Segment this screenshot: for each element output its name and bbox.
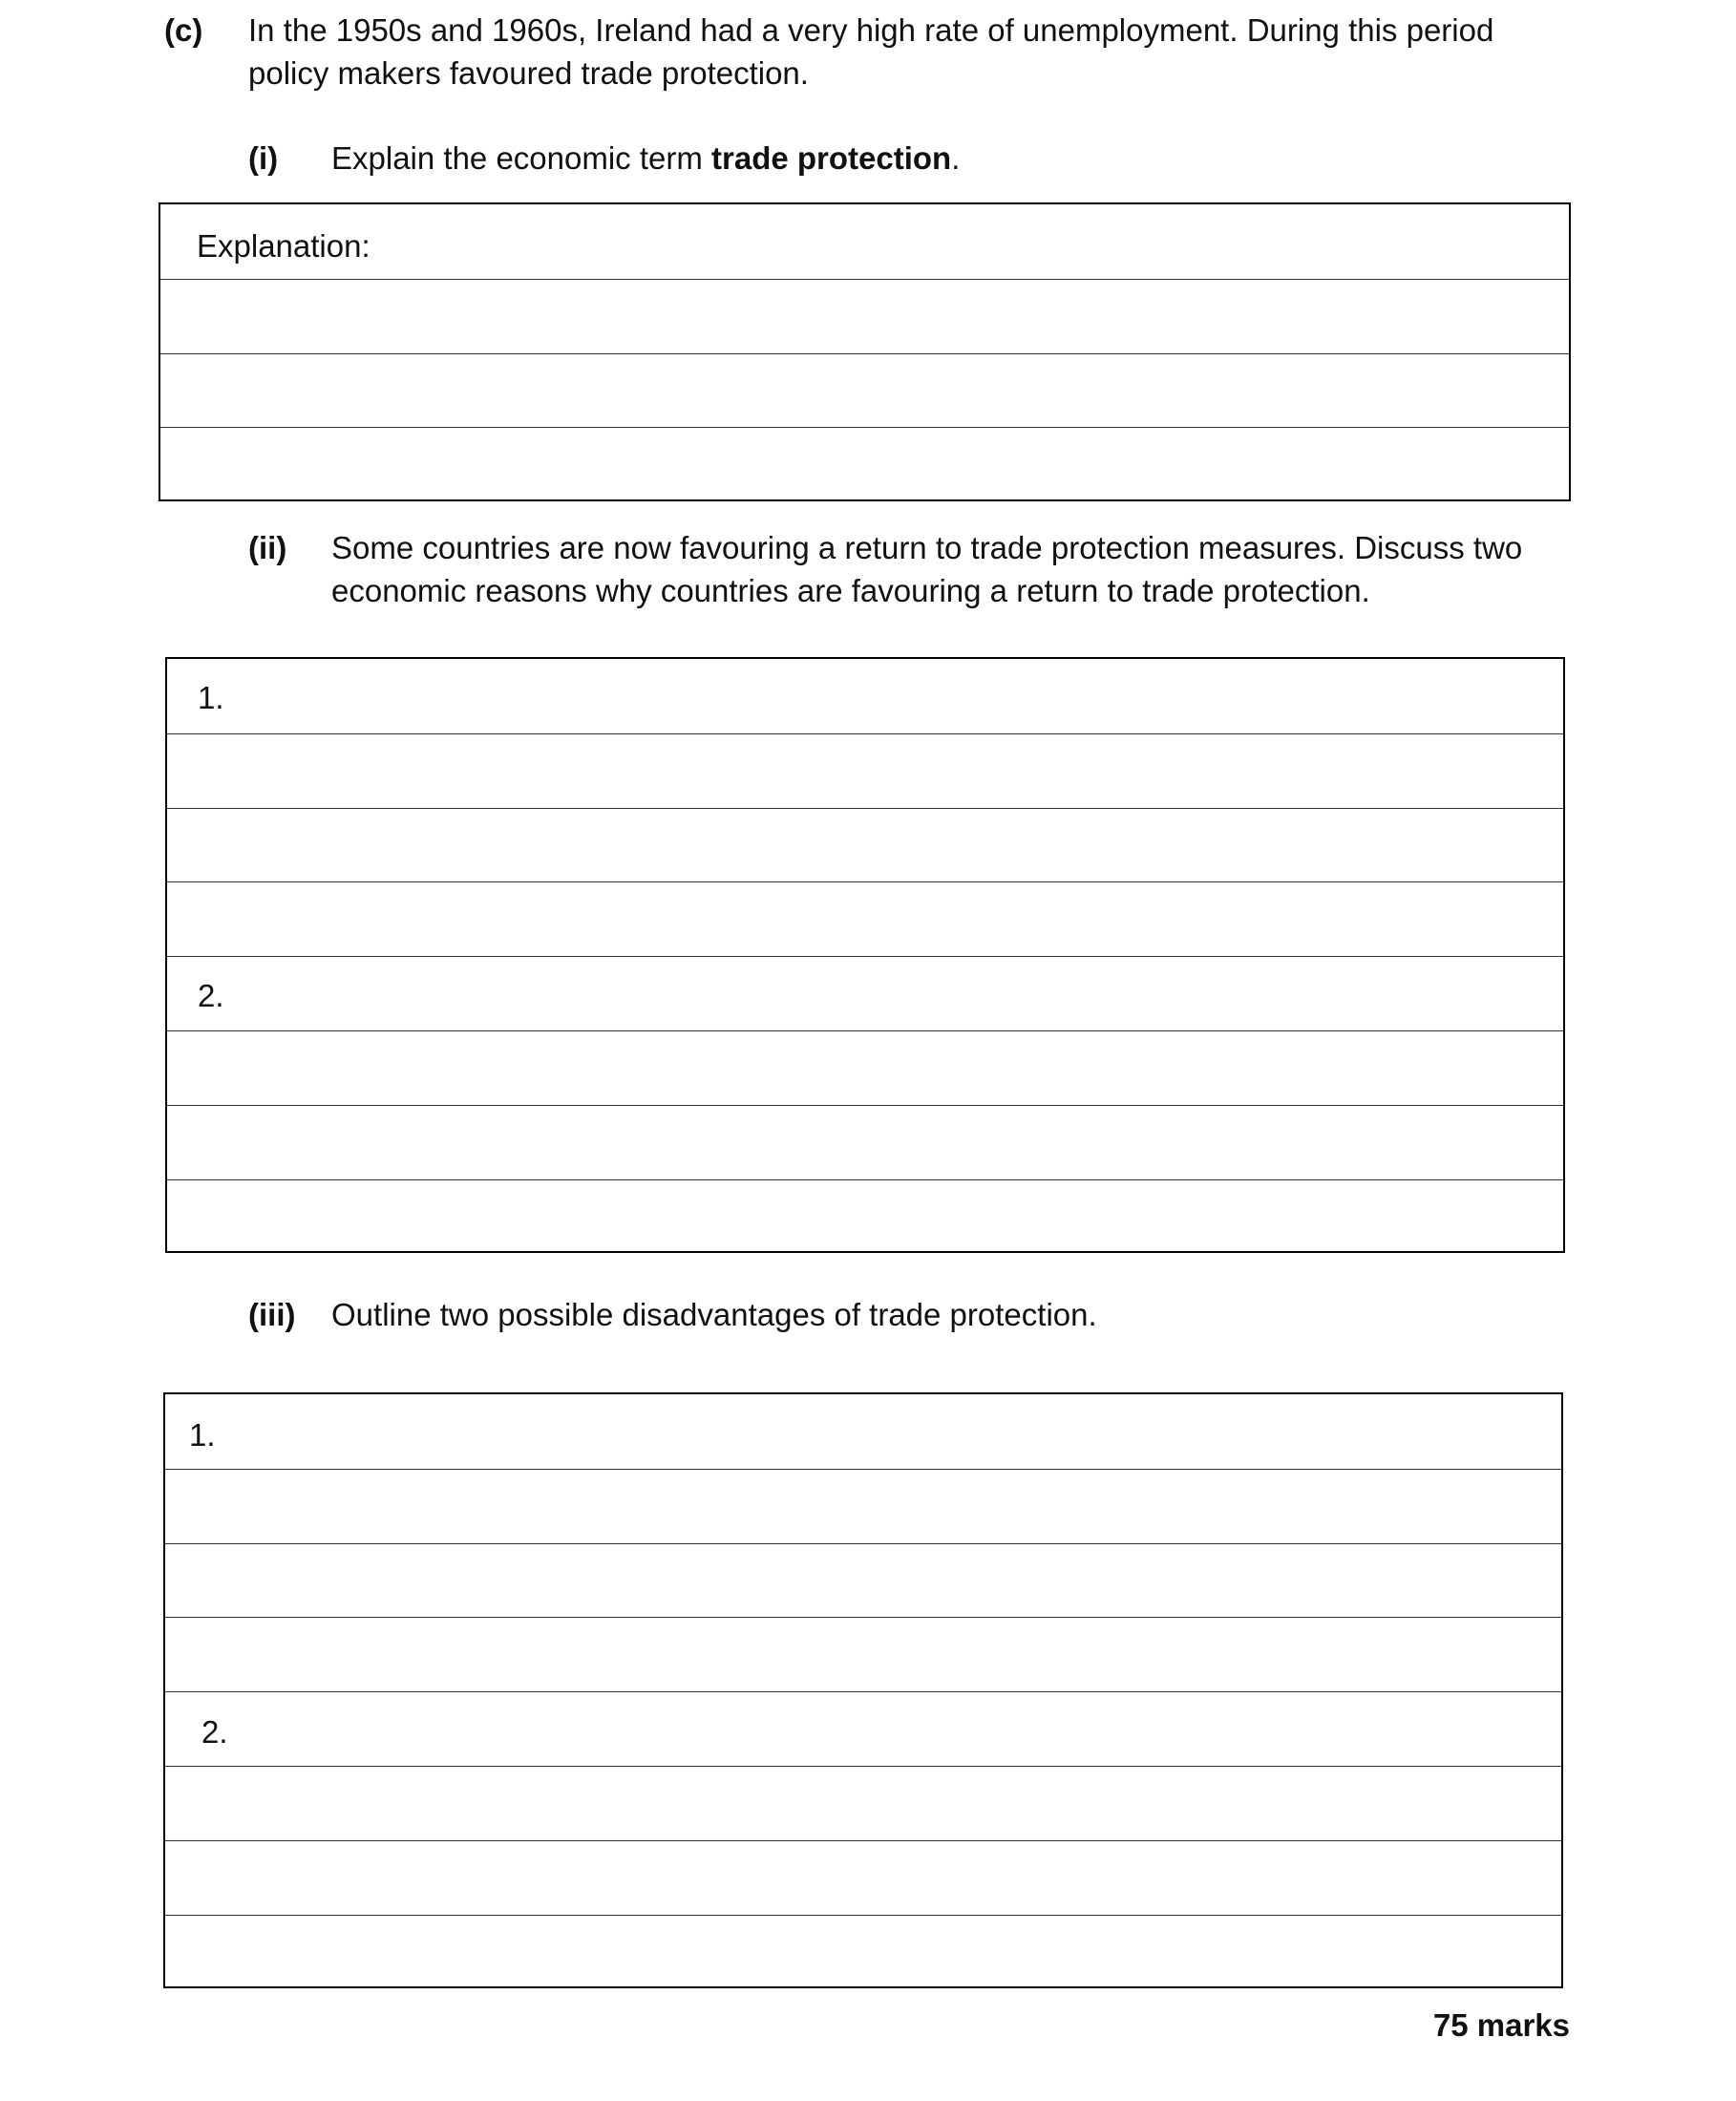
answer-line (165, 1543, 1561, 1544)
answer-line (167, 956, 1563, 957)
answer-line (165, 1766, 1561, 1767)
part-i-prompt-term: trade protection (711, 140, 952, 176)
answer-line (160, 353, 1569, 354)
answer-line (165, 1617, 1561, 1618)
part-i-prompt-suffix: . (951, 140, 961, 176)
part-ii-item-2-label: 2. (198, 978, 224, 1013)
answer-line (167, 1030, 1563, 1031)
part-iii-prompt: Outline two possible disadvantages of trade protection. (331, 1297, 1097, 1332)
part-iii-item-1-label: 1. (189, 1417, 216, 1453)
answer-line (165, 1691, 1561, 1692)
part-ii-answer-box[interactable] (165, 657, 1565, 1253)
answer-line (160, 427, 1569, 428)
answer-line (165, 1469, 1561, 1470)
part-i-label: (i) (248, 140, 279, 176)
part-c-intro-line1: In the 1950s and 1960s, Ireland had a very high rate of unemployment. During this period (248, 12, 1494, 48)
part-ii-prompt-line1: Some countries are now favouring a return to trade protection measures. Discuss two (331, 530, 1523, 565)
answer-line (167, 808, 1563, 809)
part-i-answer-box[interactable] (159, 202, 1571, 501)
answer-line (165, 1840, 1561, 1841)
part-iii-item-2-label: 2. (201, 1714, 228, 1750)
part-i-explanation-label: Explanation: (197, 228, 370, 264)
part-ii-prompt-line2: economic reasons why countries are favouring a return to trade protection. (331, 573, 1370, 608)
part-ii-item-1-label: 1. (198, 680, 224, 715)
part-i-prompt (331, 137, 960, 180)
answer-line (167, 881, 1563, 882)
part-iii-label: (iii) (248, 1297, 296, 1332)
answer-line (167, 1179, 1563, 1180)
answer-line (165, 1915, 1561, 1916)
part-c-intro-line2: policy makers favoured trade protection. (248, 55, 809, 91)
part-c-label: (c) (164, 12, 203, 48)
part-ii-label: (ii) (248, 530, 287, 565)
total-marks: 75 marks (1432, 2007, 1570, 2043)
part-iii-answer-box[interactable] (163, 1392, 1563, 1988)
part-i-prompt-prefix: Explain the economic term (331, 140, 712, 176)
answer-line (167, 733, 1563, 734)
answer-line (167, 1105, 1563, 1106)
answer-line (160, 279, 1569, 280)
